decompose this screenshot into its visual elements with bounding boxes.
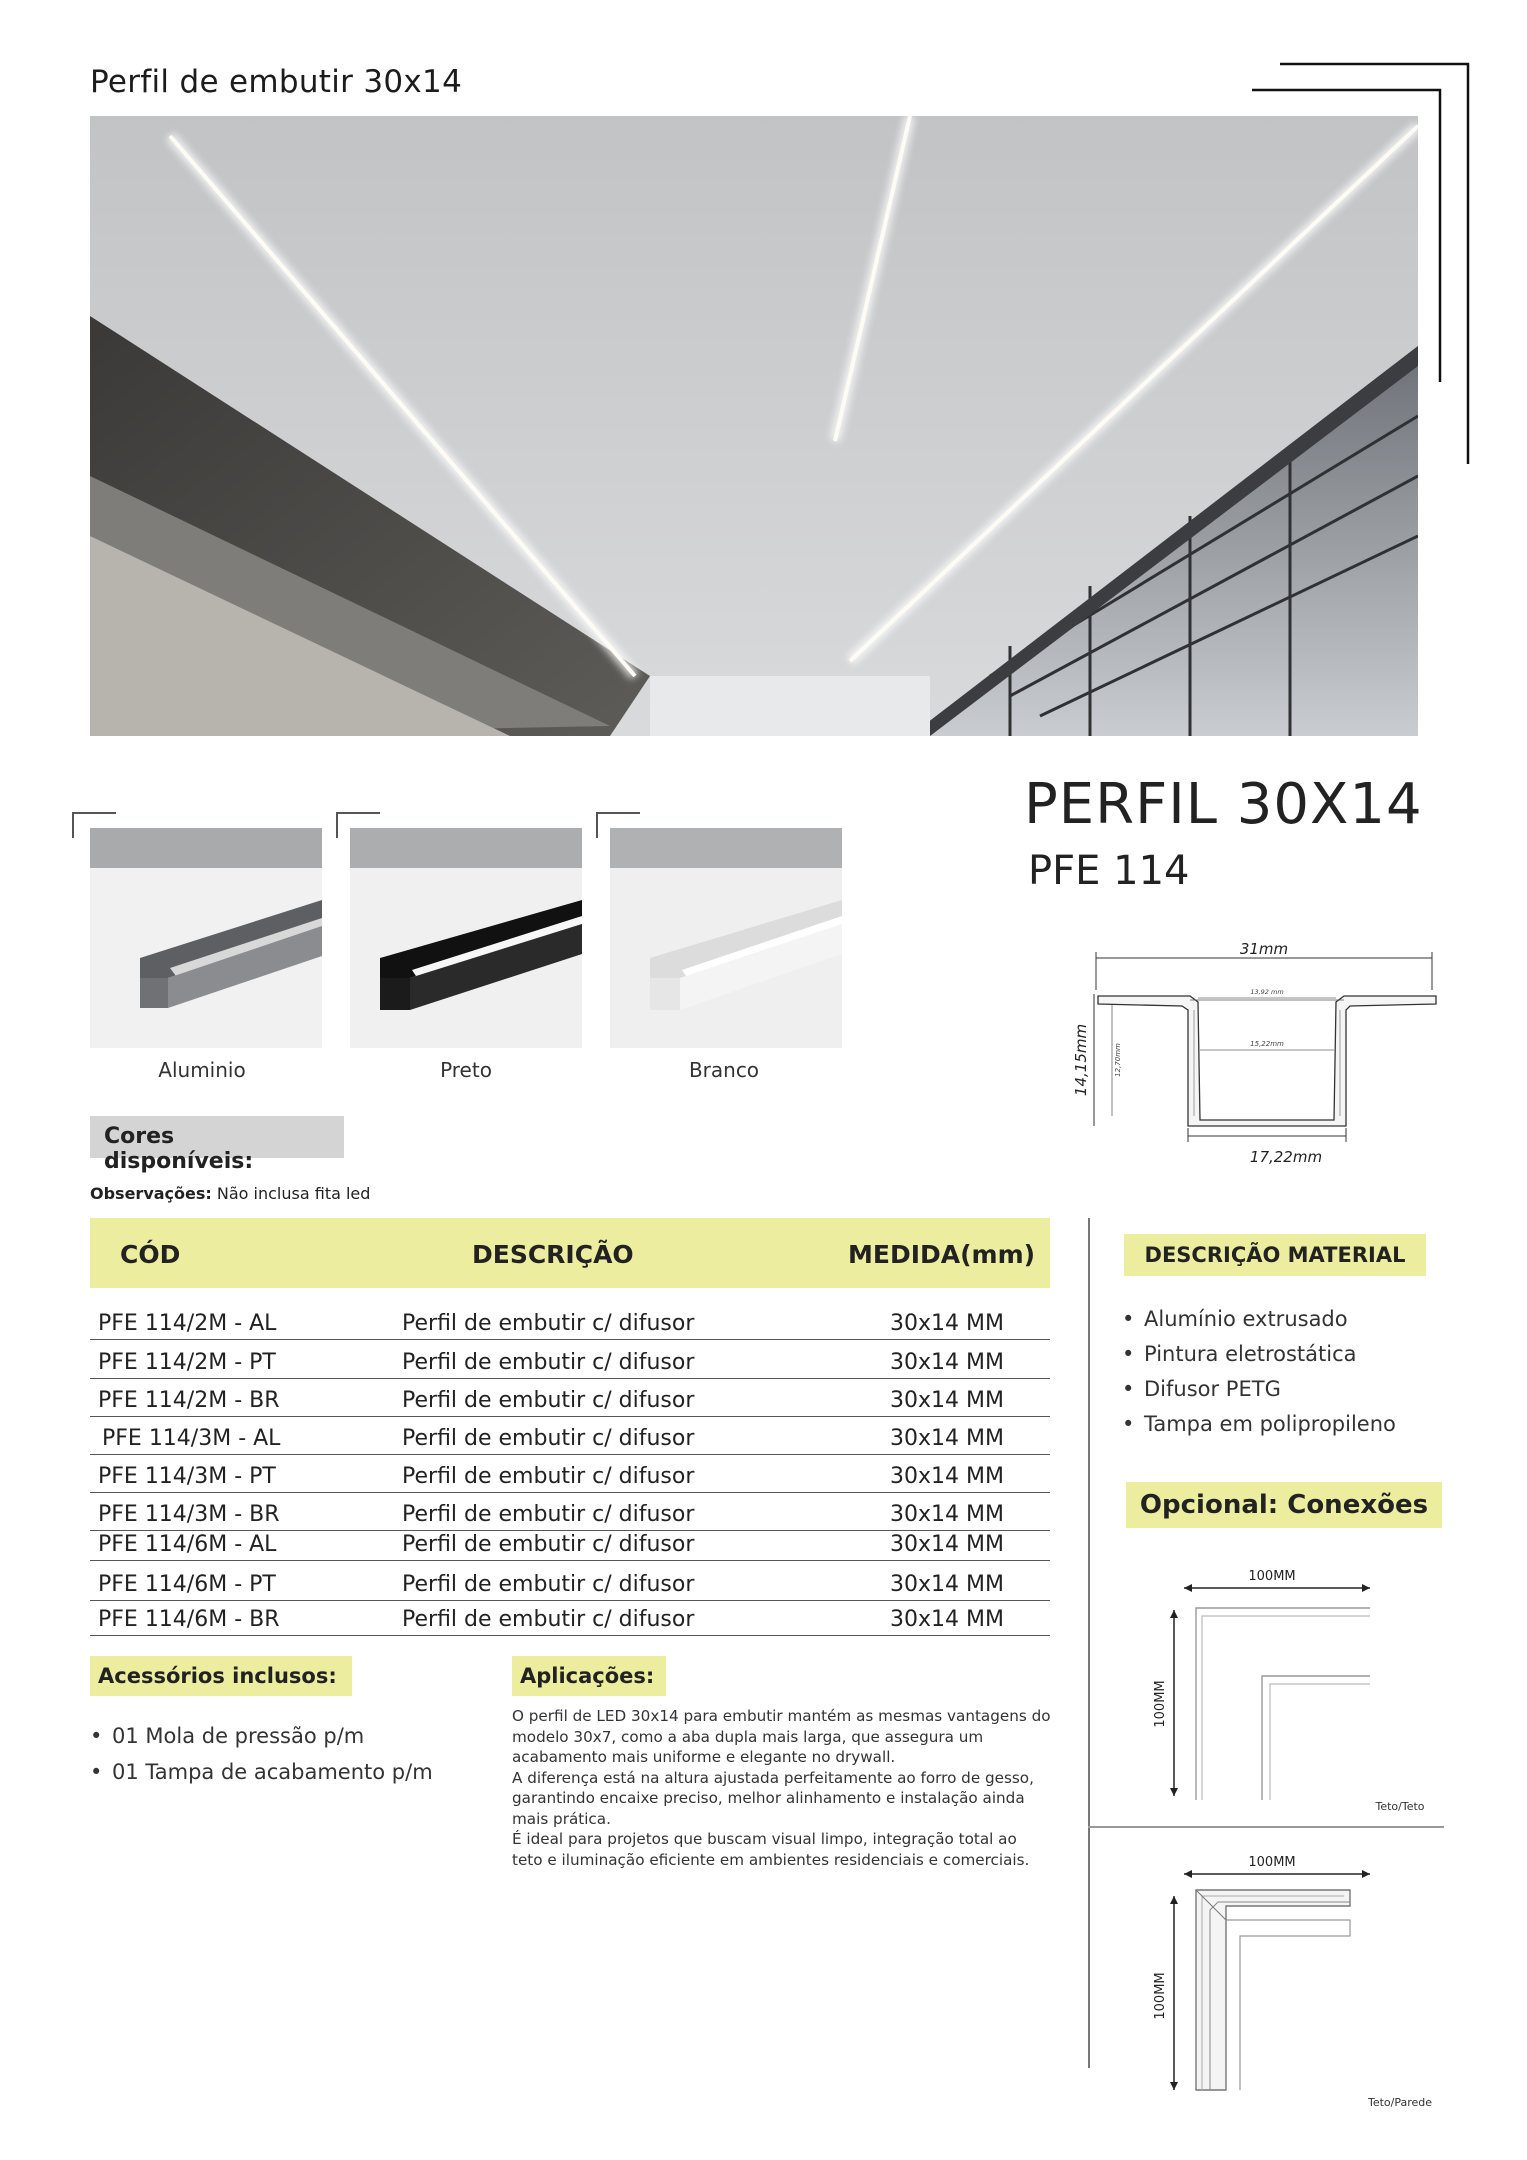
product-code: PFE 114 [1028, 848, 1190, 894]
diagram-inner-height-label: 12,70mm [1114, 1043, 1122, 1077]
row-code: PFE 114/3M - PT [98, 1464, 276, 1489]
column-divider [1088, 1218, 1090, 2068]
colors-heading: Cores disponíveis: [90, 1116, 344, 1158]
observations-label: Observações: [90, 1184, 212, 1203]
row-description: Perfil de embutir c/ difusor [402, 1502, 695, 1527]
row-description: Perfil de embutir c/ difusor [402, 1311, 695, 1336]
row-measure: 30x14 MM [890, 1572, 1004, 1597]
accessory-item: • 01 Mola de pressão p/m [88, 1718, 433, 1754]
product-table-header [90, 1218, 1050, 1288]
diagram-width-label: 31mm [1239, 940, 1289, 958]
row-measure: 30x14 MM [890, 1426, 1004, 1451]
diagram-inner-top-label: 13,92 mm [1250, 988, 1284, 996]
table-row [90, 1495, 1050, 1531]
row-description: Perfil de embutir c/ difusor [402, 1426, 695, 1451]
applications-text [512, 1706, 1052, 1870]
material-item: • Pintura eletrostática [1120, 1337, 1396, 1372]
table-header-code: CÓD [120, 1240, 181, 1269]
row-description: Perfil de embutir c/ difusor [402, 1464, 695, 1489]
swatch-branco-image [610, 828, 842, 1048]
table-row [90, 1565, 1050, 1601]
material-item: • Tampa em polipropileno [1120, 1407, 1396, 1442]
material-heading: DESCRIÇÃO MATERIAL [1124, 1234, 1426, 1276]
hero-ceiling-image [90, 116, 1418, 736]
material-item: • Difusor PETG [1120, 1372, 1396, 1407]
table-header-description: DESCRIÇÃO [472, 1240, 634, 1269]
row-description: Perfil de embutir c/ difusor [402, 1350, 695, 1375]
row-description: Perfil de embutir c/ difusor [402, 1607, 695, 1632]
diagram-bottom-label: 17,22mm [1249, 1148, 1323, 1166]
connection-height-label: 100MM [1153, 1680, 1168, 1728]
row-measure: 30x14 MM [890, 1350, 1004, 1375]
table-header-measure: MEDIDA(mm) [848, 1240, 1036, 1269]
connection-caption: Teto/Parede [1367, 2096, 1433, 2109]
material-item: • Alumínio extrusado [1120, 1302, 1396, 1337]
connections-divider [1088, 1826, 1444, 1828]
row-description: Perfil de embutir c/ difusor [402, 1388, 695, 1413]
accessory-item: • 01 Tampa de acabamento p/m [88, 1754, 433, 1790]
row-code: PFE 114/2M - AL [98, 1311, 277, 1336]
connection-teto-teto-diagram [1140, 1560, 1440, 1822]
material-list [1120, 1302, 1396, 1442]
observations-text: Não inclusa fita led [216, 1184, 371, 1203]
table-row [90, 1457, 1050, 1493]
product-title: PERFIL 30X14 [1024, 772, 1423, 837]
row-code: PFE 114/2M - PT [98, 1350, 276, 1375]
applications-paragraph: A diferença está na altura ajustada perfeitamente ao forro de gesso, garantindo encaixe preciso, melhor alinhamento e instalação ainda mais prática. [512, 1768, 1034, 1828]
table-row [90, 1529, 1050, 1561]
row-code: PFE 114/3M - BR [98, 1502, 280, 1527]
diagram-inner-mid-label: 15,22mm [1250, 1040, 1284, 1048]
row-description: Perfil de embutir c/ difusor [402, 1572, 695, 1597]
table-row [90, 1600, 1050, 1636]
swatch-aluminio-image [90, 828, 322, 1048]
accessories-heading: Acessórios inclusos: [90, 1656, 352, 1696]
accessories-list [88, 1718, 433, 1790]
swatch-label-branco: Branco [688, 1058, 760, 1082]
row-code: PFE 114/6M - PT [98, 1572, 276, 1597]
row-code: PFE 114/2M - BR [98, 1388, 280, 1413]
row-measure: 30x14 MM [890, 1464, 1004, 1489]
row-measure: 30x14 MM [890, 1607, 1004, 1632]
swatch-label-preto: Preto [440, 1058, 492, 1082]
row-measure: 30x14 MM [890, 1311, 1004, 1336]
connection-width-label: 100MM [1248, 1569, 1296, 1584]
observations-note [90, 1184, 370, 1203]
table-row [90, 1419, 1050, 1455]
swatch-preto-image [350, 828, 582, 1048]
diagram-height-label: 14,15mm [1072, 1023, 1090, 1097]
optional-heading: Opcional: Conexões [1126, 1482, 1442, 1528]
row-measure: 30x14 MM [890, 1388, 1004, 1413]
swatch-label-aluminio: Aluminio [158, 1058, 246, 1082]
connection-height-label: 100MM [1153, 1972, 1168, 2020]
row-measure: 30x14 MM [890, 1502, 1004, 1527]
row-code: PFE 114/6M - BR [98, 1607, 280, 1632]
connection-teto-parede-diagram [1140, 1846, 1440, 2116]
row-code: PFE 114/3M - AL [102, 1426, 281, 1451]
applications-paragraph: É ideal para projetos que buscam visual limpo, integração total ao teto e iluminação eficiente em ambientes residenciais e comerciais. [512, 1830, 1030, 1869]
profile-cross-section-diagram [1070, 940, 1450, 1180]
applications-heading: Aplicações: [512, 1656, 666, 1696]
connection-width-label: 100MM [1248, 1855, 1296, 1870]
page-title: Perfil de embutir 30x14 [90, 64, 463, 100]
table-row [90, 1343, 1050, 1379]
table-row [90, 1381, 1050, 1417]
applications-paragraph: O perfil de LED 30x14 para embutir mantém as mesmas vantagens do modelo 30x7, como a aba dupla mais larga, que assegura um acabamento mais uniforme e elegante no drywall. [512, 1707, 1051, 1766]
table-row [90, 1304, 1050, 1340]
row-measure: 30x14 MM [890, 1532, 1004, 1557]
row-description: Perfil de embutir c/ difusor [402, 1532, 695, 1557]
connection-caption: Teto/Teto [1375, 1800, 1425, 1813]
row-code: PFE 114/6M - AL [98, 1532, 277, 1557]
